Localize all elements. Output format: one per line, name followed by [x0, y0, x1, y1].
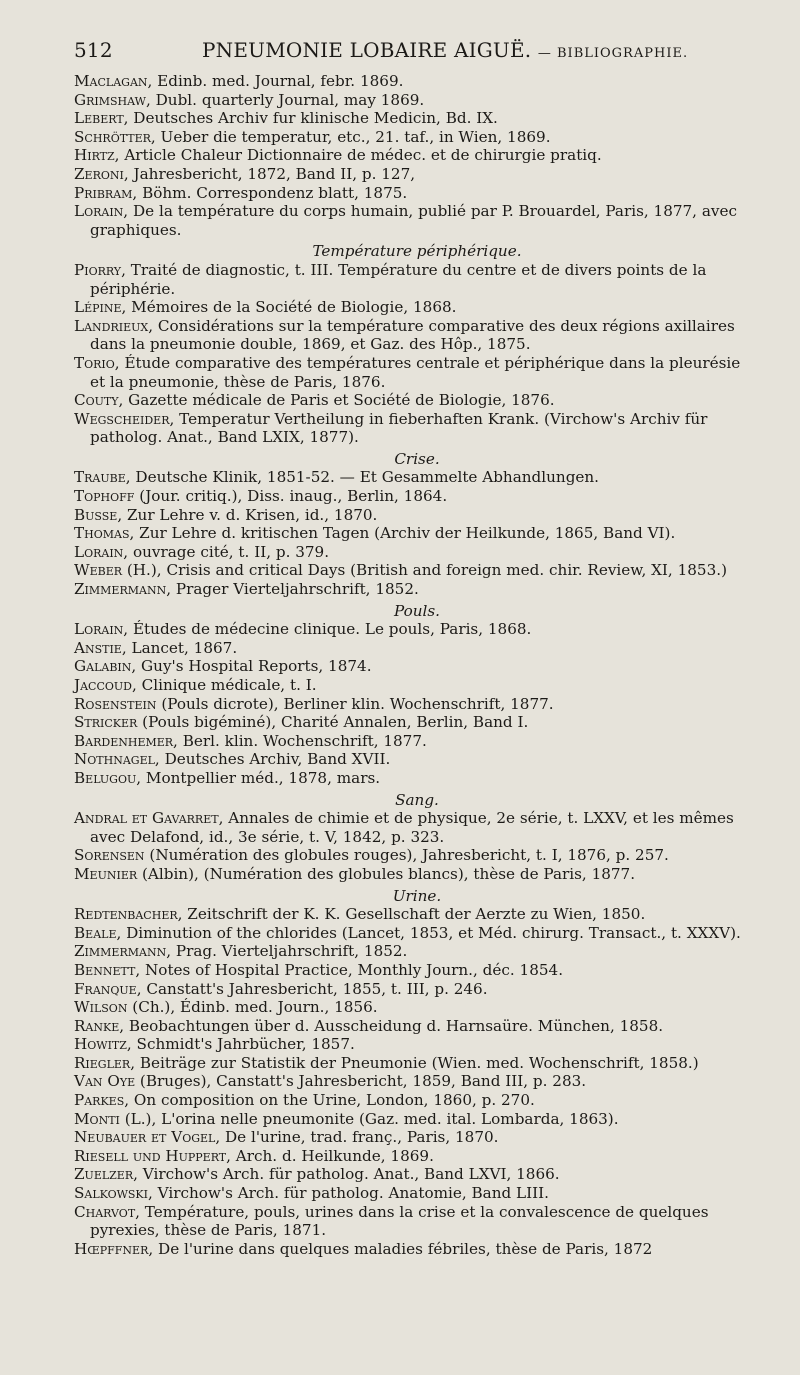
- bibliography-entry: [74, 298, 760, 317]
- entry-author: Galabin,: [74, 657, 137, 676]
- bibliography-entry: [74, 924, 760, 943]
- entry-text: (Numération des globules rouges), Jahresbericht, t. I, 1876, p. 257.: [144, 846, 669, 865]
- bibliography-entry: [74, 676, 760, 695]
- entry-author: Belugou,: [74, 768, 142, 787]
- bibliography-entry: [74, 620, 760, 639]
- entry-text: Montpellier méd., 1878, mars.: [141, 768, 381, 787]
- section-heading: Crise.: [394, 449, 440, 468]
- bibliography-entry: [74, 1147, 760, 1166]
- entry-text: Température, pouls, urines dans la crise et la convalescence de quelques pyrexies, thèse de Paris, 1871.: [90, 1202, 709, 1240]
- entry-author: Zimmermann,: [74, 942, 172, 961]
- entry-author: Lépine,: [74, 298, 127, 317]
- entry-text: Arch. d. Heilkunde, 1869.: [230, 1146, 434, 1165]
- entry-author: Riesell und Huppert,: [74, 1146, 231, 1165]
- entry-text: Guy's Hospital Reports, 1874.: [136, 657, 372, 676]
- bibliography-list: [74, 72, 760, 1258]
- bibliography-entry: [74, 146, 760, 165]
- bibliography-entry: [74, 1110, 760, 1129]
- entry-text: Annales de chimie et de physique, 2e série, t. LXXV, et les mêmes avec Delafond, id., 3e série, t. V, 1842, p. 323.: [90, 809, 734, 846]
- bibliography-entry: [74, 1165, 760, 1184]
- bibliography-entry: [74, 1128, 760, 1147]
- bibliography-entry: [74, 91, 760, 110]
- entry-author: Van Oye: [74, 1072, 136, 1091]
- bibliography-entry: [74, 713, 760, 732]
- entry-text: Zeitschrift der K. K. Gesellschaft der Aerzte zu Wien, 1850.: [182, 905, 646, 924]
- entry-text: (H.), Crisis and critical Days (British and foreign med. chir. Review, XI, 1853.): [122, 561, 727, 580]
- entry-text: Beobachtungen über d. Ausscheidung d. Harnsaüre. München, 1858.: [124, 1016, 664, 1035]
- bibliography-entry: [74, 905, 760, 924]
- entry-author: Lorain,: [74, 620, 129, 639]
- entry-author: Bardenhemer,: [74, 731, 178, 750]
- entry-text: (Pouls dicrote), Berliner klin. Wochenschrift, 1877.: [156, 694, 554, 713]
- running-title-main: PNEUMONIE LOBAIRE AIGUË.: [202, 38, 532, 62]
- bibliography-entry: [74, 961, 760, 980]
- entry-author: Landrieux,: [74, 316, 154, 335]
- entry-text: ouvrage cité, t. II, p. 379.: [128, 542, 330, 561]
- entry-author: Andral et Gavarret,: [74, 809, 224, 828]
- entry-text: Études de médecine clinique. Le pouls, Paris, 1868.: [128, 620, 532, 639]
- entry-text: Prag. Vierteljahrschrift, 1852.: [171, 942, 408, 961]
- entry-author: Thomas,: [74, 524, 135, 543]
- bibliography-entry: [74, 769, 760, 788]
- bibliography-entry: [74, 543, 760, 562]
- entry-author: Weber: [74, 561, 123, 580]
- bibliography-entry: [74, 410, 760, 447]
- entry-text: Deutsches Archiv fur klinische Medicin, Bd. IX.: [128, 109, 498, 128]
- bibliography-entry: [74, 1017, 760, 1036]
- entry-text: (Bruges), Canstatt's Jahresbericht, 1859, Band III, p. 283.: [135, 1072, 587, 1091]
- section-heading: Urine.: [392, 886, 442, 905]
- entry-author: Torio,: [74, 353, 120, 372]
- bibliography-entry: [74, 1035, 760, 1054]
- bibliography-entry: [74, 1240, 760, 1259]
- entry-text: Edinb. med. Journal, febr. 1869.: [152, 72, 404, 90]
- entry-author: Traube,: [74, 468, 131, 487]
- entry-text: Zur Lehre v. d. Krisen, id., 1870.: [122, 505, 378, 524]
- bibliography-entry: [74, 998, 760, 1017]
- bibliography-entry: [74, 580, 760, 599]
- entry-text: (L.), L'orina nelle pneumonite (Gaz. med. ital. Lombarda, 1863).: [119, 1109, 619, 1128]
- entry-author: Zeroni,: [74, 164, 129, 183]
- entry-text: Zur Lehre d. kritischen Tagen (Archiv der Heilkunde, 1865, Band VI).: [134, 524, 676, 543]
- entry-text: Berl. klin. Wochenschrift, 1877.: [177, 731, 427, 750]
- entry-text: Temperatur Vertheilung in fieberhaften Krank. (Virchow's Archiv für patholog. Anat., Band LXIX, 1877).: [90, 409, 708, 447]
- bibliography-entry: [74, 261, 760, 298]
- entry-text: Deutsches Archiv, Band XVII.: [159, 750, 391, 769]
- bibliography-entry: [74, 72, 760, 91]
- entry-text: Article Chaleur Dictionnaire de médec. et de chirurgie pratiq.: [119, 146, 602, 165]
- entry-text: Ueber die temperatur, etc., 21. taf., in Wien, 1869.: [155, 127, 551, 146]
- entry-author: Lebert,: [74, 109, 129, 128]
- bibliography-entry: [74, 732, 760, 751]
- entry-text: Considérations sur la température comparative des deux régions axillaires dans la pneumonie double, 1869, et Gaz. des Hôp., 1875.: [90, 316, 735, 354]
- entry-text: Traité de diagnostic, t. III. Température du centre et de divers points de la périphérie.: [90, 260, 707, 298]
- bibliography-entry: [74, 487, 760, 506]
- entry-author: Wegscheider,: [74, 409, 175, 428]
- bibliography-entry: [74, 1054, 760, 1073]
- entry-author: Sorensen: [74, 846, 145, 865]
- bibliography-entry: [74, 639, 760, 658]
- entry-text: Prager Vierteljahrschrift, 1852.: [171, 580, 419, 599]
- entry-text: Deutsche Klinik, 1851-52. — Et Gesammelte Abhandlungen.: [130, 468, 600, 487]
- entry-text: Virchow's Arch. für patholog. Anat., Band LXVI, 1866.: [137, 1165, 560, 1184]
- entry-text: (Albin), (Numération des globules blancs), thèse de Paris, 1877.: [137, 864, 636, 883]
- entry-author: Charvot,: [74, 1202, 140, 1221]
- bibliography-entry: [74, 506, 760, 525]
- entry-text: Clinique médicale, t. I.: [136, 676, 317, 694]
- entry-author: Neubauer et Vogel,: [74, 1128, 221, 1147]
- entry-author: Lorain,: [74, 202, 129, 221]
- entry-author: Piorry,: [74, 260, 126, 279]
- bibliography-entry: [74, 165, 760, 184]
- entry-author: Lorain,: [74, 542, 129, 561]
- entry-author: Parkes,: [74, 1091, 130, 1110]
- entry-author: Schrötter,: [74, 127, 156, 146]
- entry-author: Bennett,: [74, 960, 141, 979]
- entry-author: Riegler,: [74, 1053, 136, 1072]
- bibliography-entry: [74, 1091, 760, 1110]
- entry-text: Lancet, 1867.: [126, 638, 238, 657]
- bibliography-entry: [74, 524, 760, 543]
- entry-author: Franque,: [74, 979, 142, 998]
- entry-text: On composition on the Urine, London, 1860, p. 270.: [129, 1091, 535, 1110]
- bibliography-entry: [74, 354, 760, 391]
- entry-author: Maclagan,: [74, 72, 153, 90]
- entry-author: Hirtz,: [74, 146, 120, 165]
- bibliography-entry: [74, 1203, 760, 1240]
- entry-text: Beiträge zur Statistik der Pneumonie (Wien. med. Wochenschrift, 1858.): [135, 1053, 699, 1072]
- bibliography-entry: [74, 980, 760, 999]
- entry-author: Ranke,: [74, 1016, 125, 1035]
- entry-text: Diminution of the chlorides (Lancet, 1853, et Méd. chirurg. Transact., t. XXXV).: [121, 923, 741, 942]
- entry-author: Pribram,: [74, 183, 138, 202]
- bibliography-entry: [74, 468, 760, 487]
- section-heading: Pouls.: [393, 601, 440, 620]
- entry-text: Étude comparative des températures centrale et périphérique dans la pleurésie et la pneumonie, thèse de Paris, 1876.: [90, 353, 741, 391]
- entry-author: Couty,: [74, 391, 124, 410]
- bibliography-entry: [74, 128, 760, 147]
- entry-text: (Jour. critiq.), Diss. inaug., Berlin, 1864.: [134, 487, 448, 506]
- section-heading: Sang.: [395, 790, 439, 809]
- bibliography-entry: [74, 942, 760, 961]
- bibliography-entry: [74, 1184, 760, 1203]
- bibliography-entry: [74, 202, 760, 239]
- page-number: 512: [74, 38, 113, 62]
- bibliography-entry: [74, 109, 760, 128]
- entry-author: Hœpffner,: [74, 1239, 154, 1258]
- entry-text: (Pouls bigéminé), Charité Annalen, Berlin, Band I.: [137, 713, 529, 732]
- entry-author: Grimshaw,: [74, 90, 151, 109]
- bibliography-entry: [74, 561, 760, 580]
- entry-text: Notes of Hospital Practice, Monthly Journ., déc. 1854.: [140, 960, 564, 979]
- entry-text: (Ch.), Édinb. med. Journ., 1856.: [127, 998, 378, 1017]
- bibliography-entry: [74, 809, 760, 846]
- bibliography-entry: [74, 657, 760, 676]
- entry-text: Schmidt's Jahrbücher, 1857.: [131, 1035, 355, 1054]
- entry-author: Redtenbacher,: [74, 905, 183, 924]
- page-header: [74, 38, 760, 64]
- entry-author: Zimmermann,: [74, 580, 172, 599]
- entry-text: De l'urine, trad. franç., Paris, 1870.: [220, 1128, 499, 1147]
- bibliography-entry: [74, 391, 760, 410]
- entry-author: Jaccoud,: [74, 676, 137, 694]
- bibliography-entry: [74, 695, 760, 714]
- entry-text: De l'urine dans quelques maladies fébriles, thèse de Paris, 1872: [153, 1239, 653, 1258]
- entry-author: Howitz,: [74, 1035, 132, 1054]
- entry-author: Beale,: [74, 923, 122, 942]
- entry-text: Mémoires de la Société de Biologie, 1868.: [126, 298, 457, 317]
- bibliography-entry: [74, 750, 760, 769]
- entry-text: Canstatt's Jahresbericht, 1855, t. III, p. 246.: [141, 979, 488, 998]
- bibliography-entry: [74, 184, 760, 203]
- entry-author: Salkowski,: [74, 1184, 153, 1203]
- entry-text: De la température du corps humain, publié par P. Brouardel, Paris, 1877, avec graphiques.: [90, 202, 737, 239]
- bibliography-entry: [74, 865, 760, 884]
- entry-author: Busse,: [74, 505, 123, 524]
- entry-author: Stricker: [74, 713, 138, 732]
- entry-text: Virchow's Arch. für patholog. Anatomie, Band LIII.: [152, 1184, 549, 1203]
- entry-author: Anstie,: [74, 638, 127, 657]
- section-heading: Température périphérique.: [312, 242, 522, 261]
- running-title-sub: — BIBLIOGRAPHIE.: [537, 46, 689, 61]
- bibliography-entry: [74, 846, 760, 865]
- entry-author: Monti: [74, 1109, 120, 1128]
- entry-author: Zuelzer,: [74, 1165, 138, 1184]
- entry-author: Tophoff: [74, 487, 135, 506]
- entry-text: Jahresbericht, 1872, Band II, p. 127,: [128, 164, 416, 183]
- bibliography-entry: [74, 317, 760, 354]
- entry-text: Böhm. Correspondenz blatt, 1875.: [137, 183, 408, 202]
- bibliography-entry: [74, 1072, 760, 1091]
- entry-text: Dubl. quarterly Journal, may 1869.: [150, 90, 425, 109]
- entry-author: Rosenstein: [74, 694, 157, 713]
- entry-author: Nothnagel,: [74, 750, 160, 769]
- entry-text: Gazette médicale de Paris et Société de Biologie, 1876.: [123, 391, 555, 410]
- entry-author: Meunier: [74, 864, 138, 883]
- running-title: [202, 38, 688, 62]
- entry-author: Wilson: [74, 998, 128, 1017]
